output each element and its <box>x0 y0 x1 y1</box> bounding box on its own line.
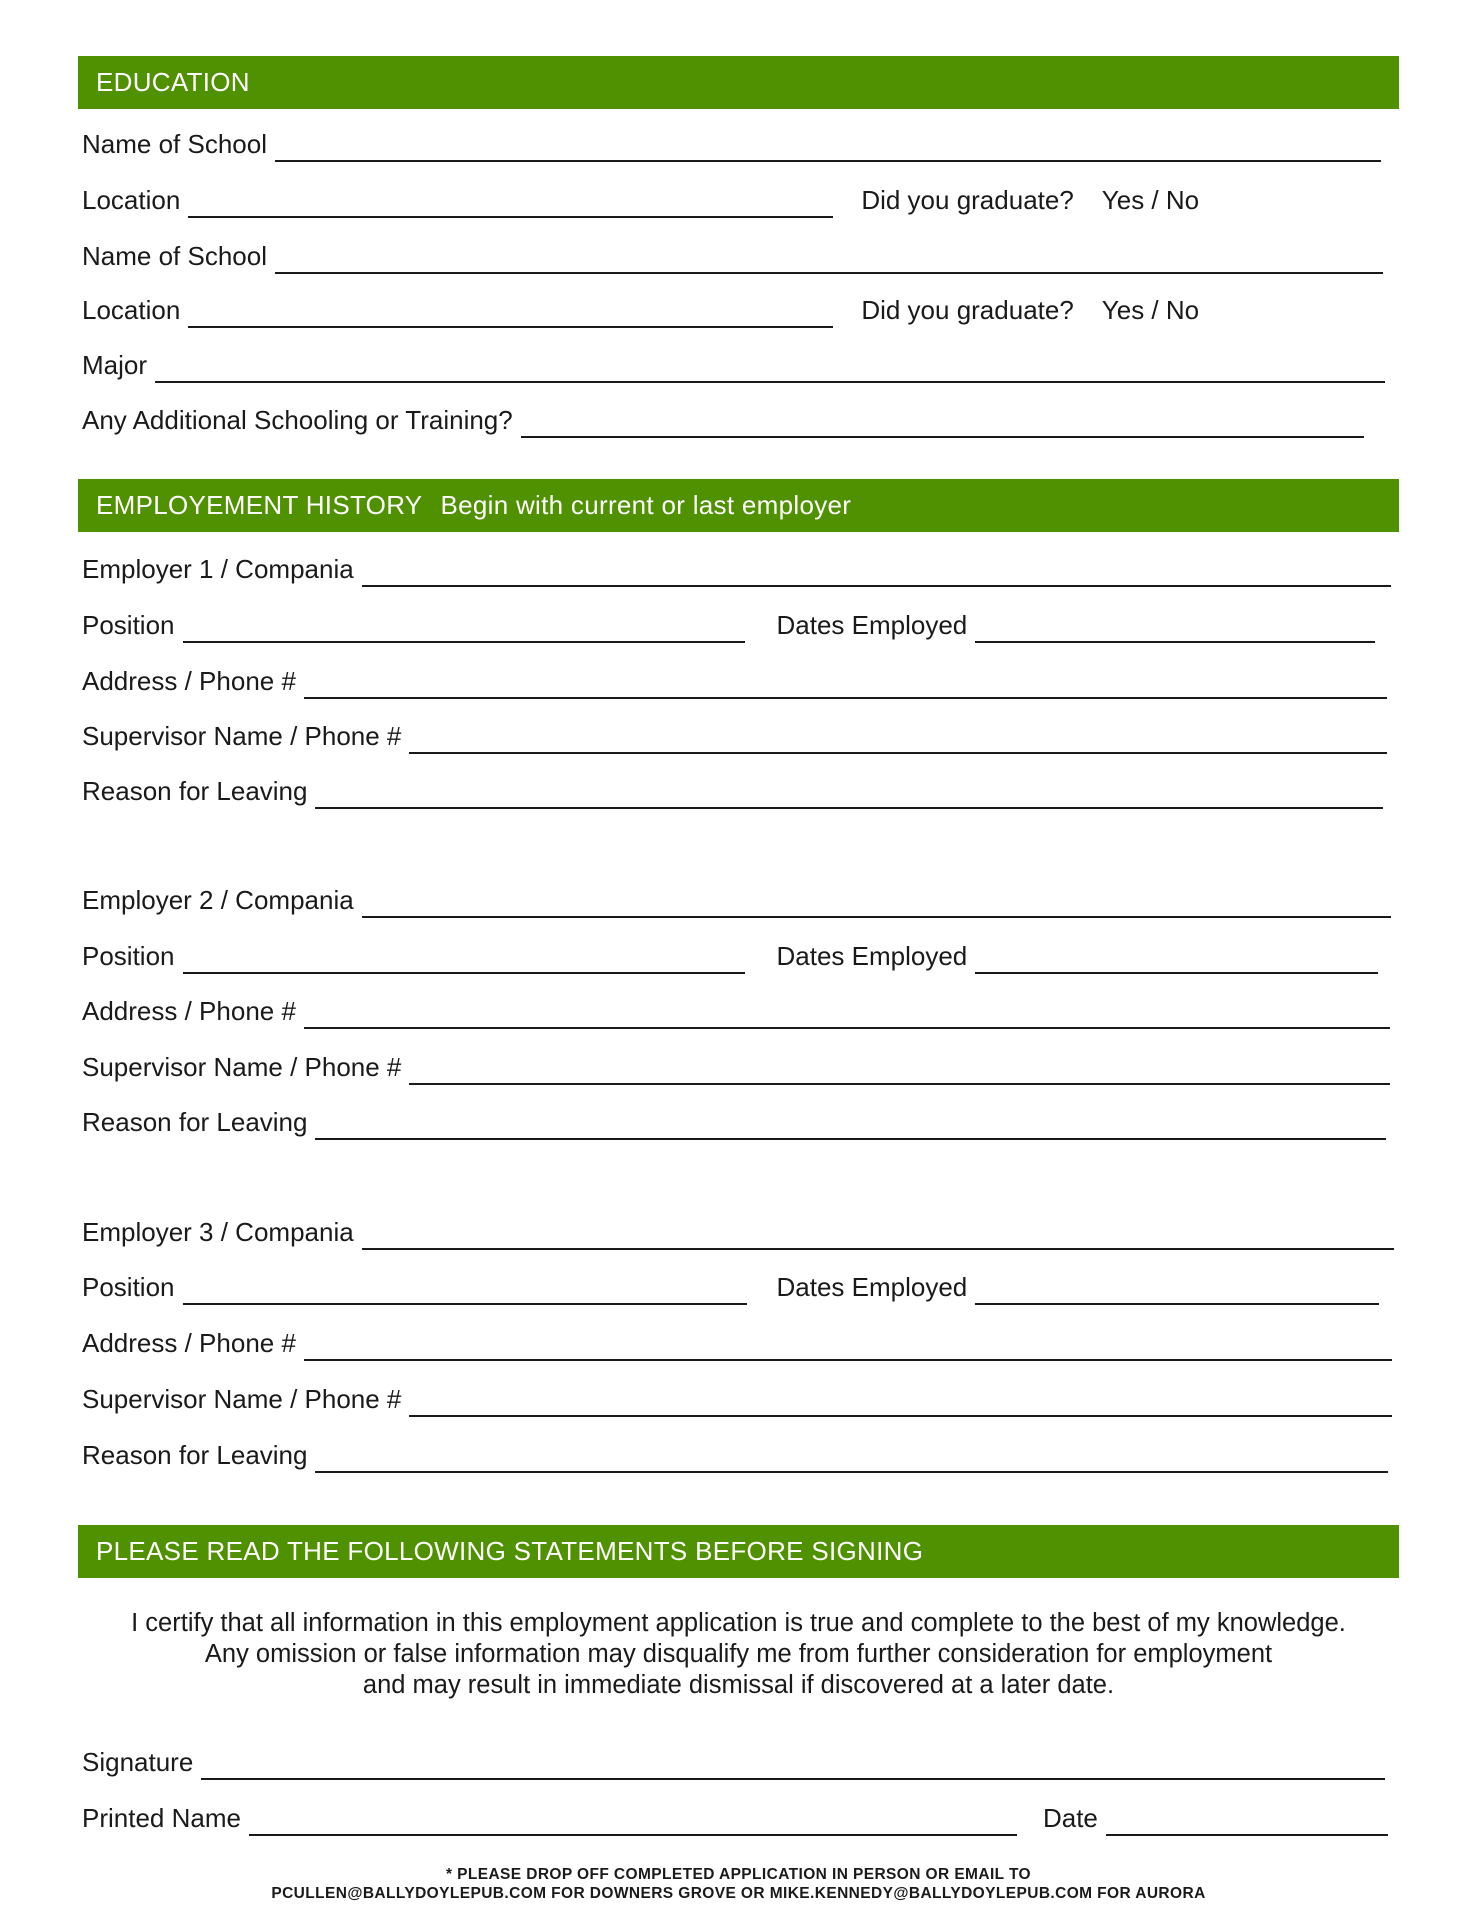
signature-row <box>82 1740 1385 1780</box>
employer-2-position-label: Position <box>82 941 175 971</box>
certification-text <box>78 1608 1399 1701</box>
printed-name-label: Printed Name <box>82 1803 241 1833</box>
statements-header <box>78 1525 1399 1578</box>
employer-1-position-field[interactable] <box>183 611 745 643</box>
school-2-row <box>82 234 1383 274</box>
employer-1-field[interactable] <box>362 555 1391 587</box>
footer-line-2: PCULLEN@BALLYDOYLEPUB.COM FOR DOWNERS GROVE OR MIKE.KENNEDY@BALLYDOYLEPUB.COM FOR AURORA <box>271 1885 1206 1902</box>
employer-1-row <box>82 547 1391 587</box>
date-label: Date <box>1042 1803 1098 1833</box>
graduate-1-label: Did you graduate? <box>861 185 1074 215</box>
employer-3-address-label: Address / Phone # <box>82 1328 296 1358</box>
employment-header <box>78 479 1399 532</box>
employer-2-supervisor-row <box>82 1045 1390 1085</box>
employer-1-address-row <box>82 659 1387 699</box>
additional-row <box>82 398 1364 438</box>
employer-3-dates-field[interactable] <box>975 1273 1379 1305</box>
employment-subheader: Begin with current or last employer <box>440 490 852 520</box>
employer-3-address-row <box>82 1321 1392 1361</box>
printed-name-field[interactable] <box>249 1804 1017 1836</box>
employer-1-address-field[interactable] <box>304 667 1387 699</box>
major-label: Major <box>82 350 148 380</box>
certification-line-2: Any omission or false information may disqualify me from further consideration for employment <box>204 1640 1273 1668</box>
employer-1-label: Employer 1 / Compania <box>82 554 354 584</box>
location-2-field[interactable] <box>188 296 833 328</box>
employer-2-address-label: Address / Phone # <box>82 996 296 1026</box>
signature-field[interactable] <box>201 1748 1385 1780</box>
employer-1-supervisor-field[interactable] <box>409 722 1387 754</box>
employer-3-row <box>82 1210 1394 1250</box>
employer-1-address-label: Address / Phone # <box>82 666 296 696</box>
employer-2-address-field[interactable] <box>304 997 1390 1029</box>
employer-3-supervisor-row <box>82 1377 1392 1417</box>
certification-line-1: I certify that all information in this employment application is true and complete to the best of my knowledge. <box>131 1609 1346 1637</box>
employer-2-dates-label: Dates Employed <box>776 941 968 971</box>
employer-3-supervisor-label: Supervisor Name / Phone # <box>82 1384 402 1414</box>
employer-2-position-row <box>82 934 1378 974</box>
employer-3-reason-field[interactable] <box>315 1441 1388 1473</box>
employer-2-field[interactable] <box>362 886 1391 918</box>
employer-3-reason-row <box>82 1433 1388 1473</box>
footer-line-1: * PLEASE DROP OFF COMPLETED APPLICATION IN PERSON OR EMAIL TO <box>445 1866 1032 1883</box>
certification-line-3: and may result in immediate dismissal if discovered at a later date. <box>362 1671 1115 1699</box>
location-2-row <box>82 288 1199 328</box>
statements-header-text: PLEASE READ THE FOLLOWING STATEMENTS BEFORE SIGNING <box>96 1536 924 1566</box>
employer-1-position-label: Position <box>82 610 175 640</box>
employer-1-position-row <box>82 603 1375 643</box>
employer-2-address-row <box>82 989 1390 1029</box>
employer-3-position-field[interactable] <box>183 1273 747 1305</box>
location-1-row <box>82 178 1199 218</box>
printed-name-row <box>82 1796 1388 1836</box>
employer-3-position-label: Position <box>82 1272 175 1302</box>
date-field[interactable] <box>1106 1804 1388 1836</box>
school-1-field[interactable] <box>275 130 1381 162</box>
additional-label: Any Additional Schooling or Training? <box>82 405 513 435</box>
school-2-field[interactable] <box>275 242 1383 274</box>
employer-2-position-field[interactable] <box>183 942 745 974</box>
location-1-field[interactable] <box>188 186 833 218</box>
education-header-text: EDUCATION <box>96 67 250 97</box>
employer-2-dates-field[interactable] <box>975 942 1378 974</box>
employer-3-position-row <box>82 1265 1379 1305</box>
graduate-2-label: Did you graduate? <box>861 295 1074 325</box>
employer-2-reason-field[interactable] <box>315 1108 1386 1140</box>
employer-2-supervisor-label: Supervisor Name / Phone # <box>82 1052 402 1082</box>
employer-1-supervisor-row <box>82 714 1387 754</box>
employer-2-row <box>82 878 1391 918</box>
employer-3-address-field[interactable] <box>304 1329 1392 1361</box>
employment-header-text: EMPLOYEMENT HISTORY <box>96 490 423 520</box>
major-row <box>82 343 1385 383</box>
employer-1-reason-field[interactable] <box>315 777 1383 809</box>
employer-2-label: Employer 2 / Compania <box>82 885 354 915</box>
location-1-label: Location <box>82 185 181 215</box>
school-2-label: Name of School <box>82 241 267 271</box>
additional-field[interactable] <box>521 406 1364 438</box>
employer-2-reason-label: Reason for Leaving <box>82 1107 308 1137</box>
education-header <box>78 56 1399 109</box>
employer-1-dates-field[interactable] <box>975 611 1375 643</box>
employer-3-reason-label: Reason for Leaving <box>82 1440 308 1470</box>
employer-3-field[interactable] <box>362 1218 1394 1250</box>
signature-label: Signature <box>82 1747 194 1777</box>
employer-1-reason-row <box>82 769 1383 809</box>
employer-1-reason-label: Reason for Leaving <box>82 776 308 806</box>
graduate-1-options[interactable]: Yes / No <box>1101 185 1200 215</box>
employer-1-supervisor-label: Supervisor Name / Phone # <box>82 721 402 751</box>
employer-2-supervisor-field[interactable] <box>409 1053 1390 1085</box>
employer-1-dates-label: Dates Employed <box>776 610 968 640</box>
employer-3-dates-label: Dates Employed <box>776 1272 968 1302</box>
major-field[interactable] <box>155 351 1385 383</box>
employer-2-reason-row <box>82 1100 1386 1140</box>
graduate-2-options[interactable]: Yes / No <box>1101 295 1200 325</box>
location-2-label: Location <box>82 295 181 325</box>
school-1-label: Name of School <box>82 129 267 159</box>
employer-3-label: Employer 3 / Compania <box>82 1217 354 1247</box>
employer-3-supervisor-field[interactable] <box>409 1385 1392 1417</box>
school-1-row <box>82 122 1381 162</box>
footer-note <box>78 1865 1399 1903</box>
